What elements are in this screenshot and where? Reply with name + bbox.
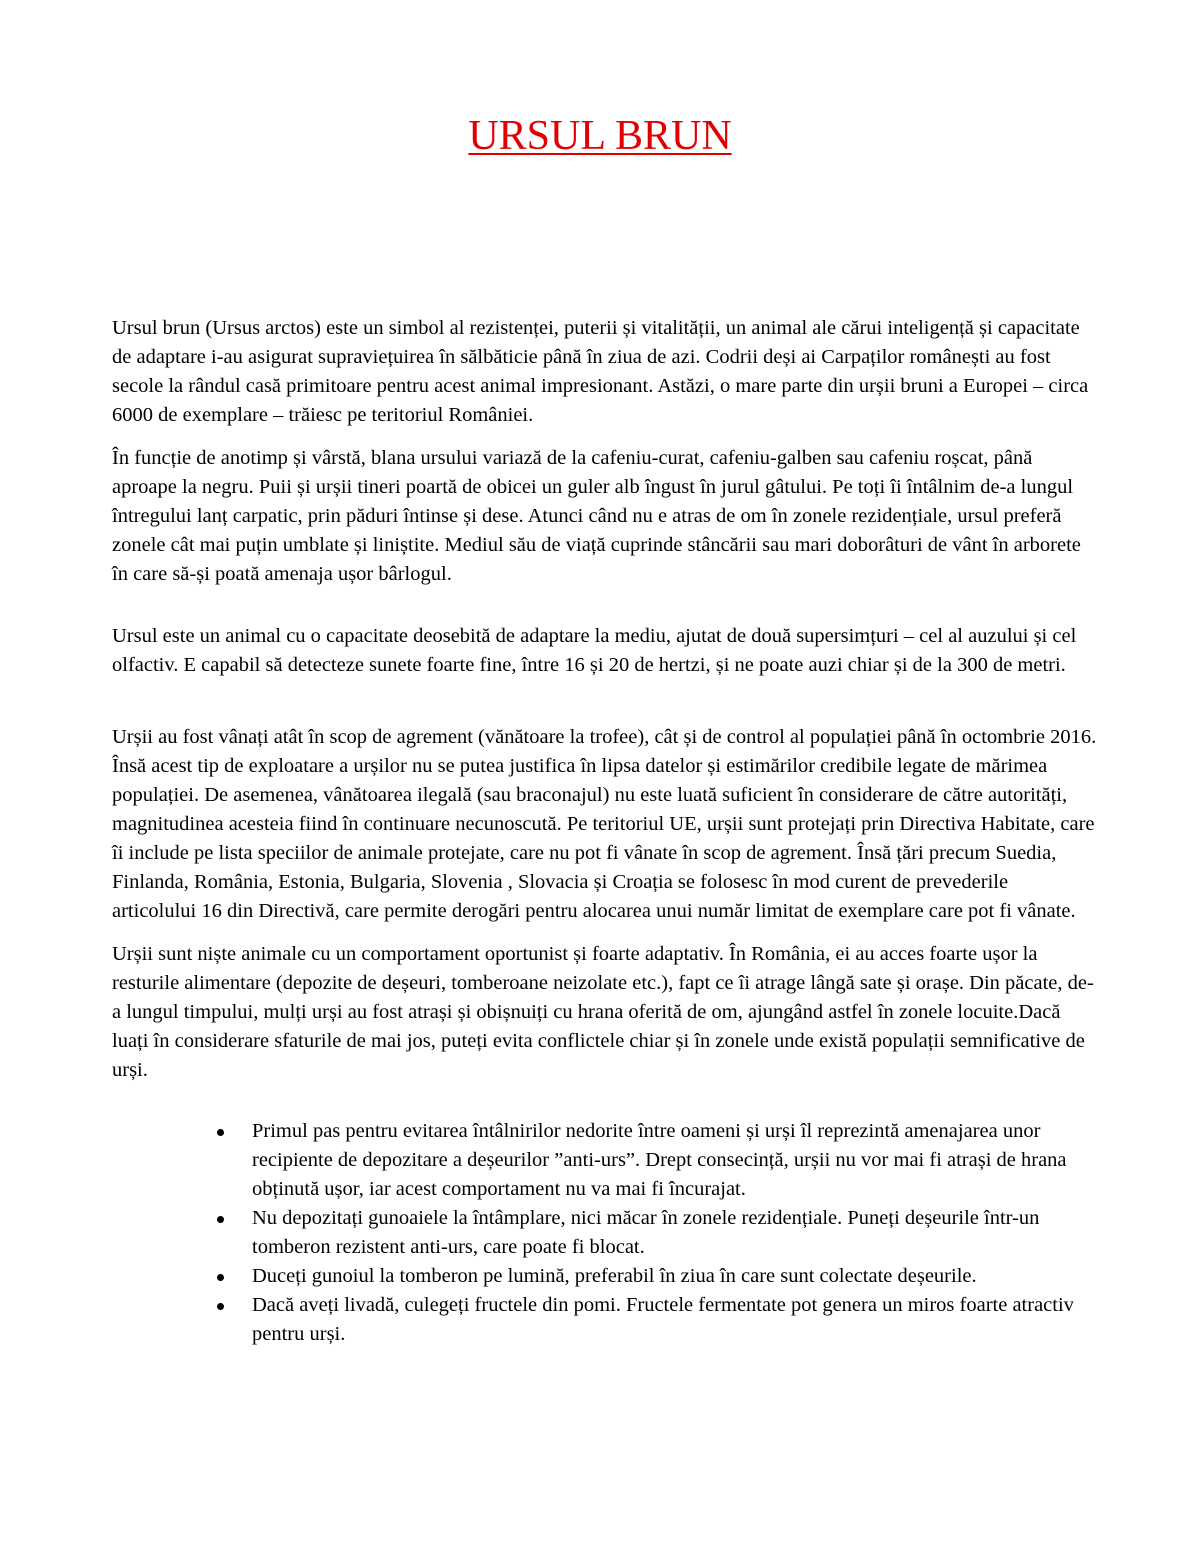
list-item bbox=[252, 1291, 1097, 1349]
paragraph-hunting: Urșii au fost vânați atât în scop de agrement (vănătoare la trofee), cât și de control al populației până în octombrie 2016. Însă acest tip de exploatare a urșilor nu se putea justifica în lipsa datelor și estimărilor credibile legate de mărimea populației. De asemenea, vânătoarea ilegală (sau braconajul) nu este luată suficient în considerare de către autorități, magnitudinea acesteia fiind în continuare necunoscută. Pe teritoriul UE, urșii sunt protejați prin Directiva Habitate, care îi include pe lista speciilor de animale protejate, care nu pot fi vânate în scop de agrement. Însă țări precum Suedia, Finlanda, România, Estonia, Bulgaria, Slovenia , Slovacia și Croația se folosesc în mod curent de prevederile articolului 16 din Directivă, care permite derogări pentru alocarea unui număr limitat de exemplare care pot fi vânate. bbox=[112, 726, 1097, 922]
tip-text: Primul pas pentru evitarea întâlnirilor nedorite între oameni și urși îl reprezintă amenajarea unor recipiente de depozitare a deșeurilor ”anti-urs”. Drept consecință, urșii nu vor mai fi atrași de hrana obținută ușor, iar acest comportament nu va mai fi încurajat. bbox=[252, 1120, 1067, 1200]
bullet-icon bbox=[217, 1129, 224, 1136]
bullet-icon bbox=[217, 1303, 224, 1310]
bullet-icon bbox=[217, 1274, 224, 1281]
tip-text: Dacă aveți livadă, culegeți fructele din pomi. Fructele fermentate pot genera un miros foarte atractiv pentru urși. bbox=[252, 1294, 1074, 1345]
list-item bbox=[252, 1117, 1097, 1204]
paragraph-behaviour: Urșii sunt niște animale cu un comportament oportunist și foarte adaptativ. În România, ei au acces foarte ușor la resturile alimentare (depozite de deșeuri, tomberoane neizolate etc.), fapt ce îi atrage lângă sate și orașe. Din păcate, de-a lungul timpului, mulți urși au fost atrași și obișnuiți cu hrana oferită de om, ajungând astfel în zonele locuite.Dacă luați în considerare sfaturile de mai jos, puteți evita conflictele chiar și în zonele unde există populații semnificative de urși. bbox=[112, 943, 1094, 1081]
paragraph-appearance: În funcție de anotimp și vârstă, blana ursului variază de la cafeniu-curat, cafeniu-galben sau cafeniu roșcat, până aproape la negru. Puii și urșii tineri poartă de obicei un guler alb îngust în jurul gâtului. Pe toți îi întâlnim de-a lungul întregului lanț carpatic, prin păduri întinse și dese. Atunci când nu e atras de om în zonele rezidențiale, ursul preferă zonele cât mai puțin umblate și liniștite. Mediul său de viață cuprinde stâncării sau mari doborâturi de vânt în arborete în care să-și poată amenaja ușor bârlogul. bbox=[112, 447, 1081, 585]
tips-list bbox=[112, 1117, 1097, 1349]
document-body bbox=[112, 314, 1097, 1349]
paragraph-senses: Ursul este un animal cu o capacitate deosebită de adaptare la mediu, ajutat de două supersimțuri – cel al auzului și cel olfactiv. E capabil să detecteze sunete foarte fine, între 16 și 20 de hertzi, și ne poate auzi chiar și de la 300 de metri. bbox=[112, 625, 1077, 676]
paragraph-intro: Ursul brun (Ursus arctos) este un simbol al rezistenței, puterii și vitalității, un animal ale cărui inteligență și capacitate de adaptare i-au asigurat supraviețuirea în sălbăticie până în ziua de azi. Codrii deși ai Carpaților românești au fost secole la rândul casă primitoare pentru acest animal impresionant. Astăzi, o mare parte din urșii bruni a Europei – circa 6000 de exemplare – trăiesc pe teritoriul României. bbox=[112, 317, 1089, 426]
bullet-icon bbox=[217, 1216, 224, 1223]
tip-text: Nu depozitați gunoaiele la întâmplare, nici măcar în zonele rezidențiale. Puneți deșeurile într-un tomberon rezistent anti-urs, care poate fi blocat. bbox=[252, 1207, 1040, 1258]
document-title: URSUL BRUN bbox=[468, 113, 732, 159]
list-item bbox=[252, 1204, 1097, 1262]
tip-text: Duceți gunoiul la tomberon pe lumină, preferabil în ziua în care sunt colectate deșeurile. bbox=[252, 1265, 977, 1287]
list-item bbox=[252, 1262, 1097, 1291]
